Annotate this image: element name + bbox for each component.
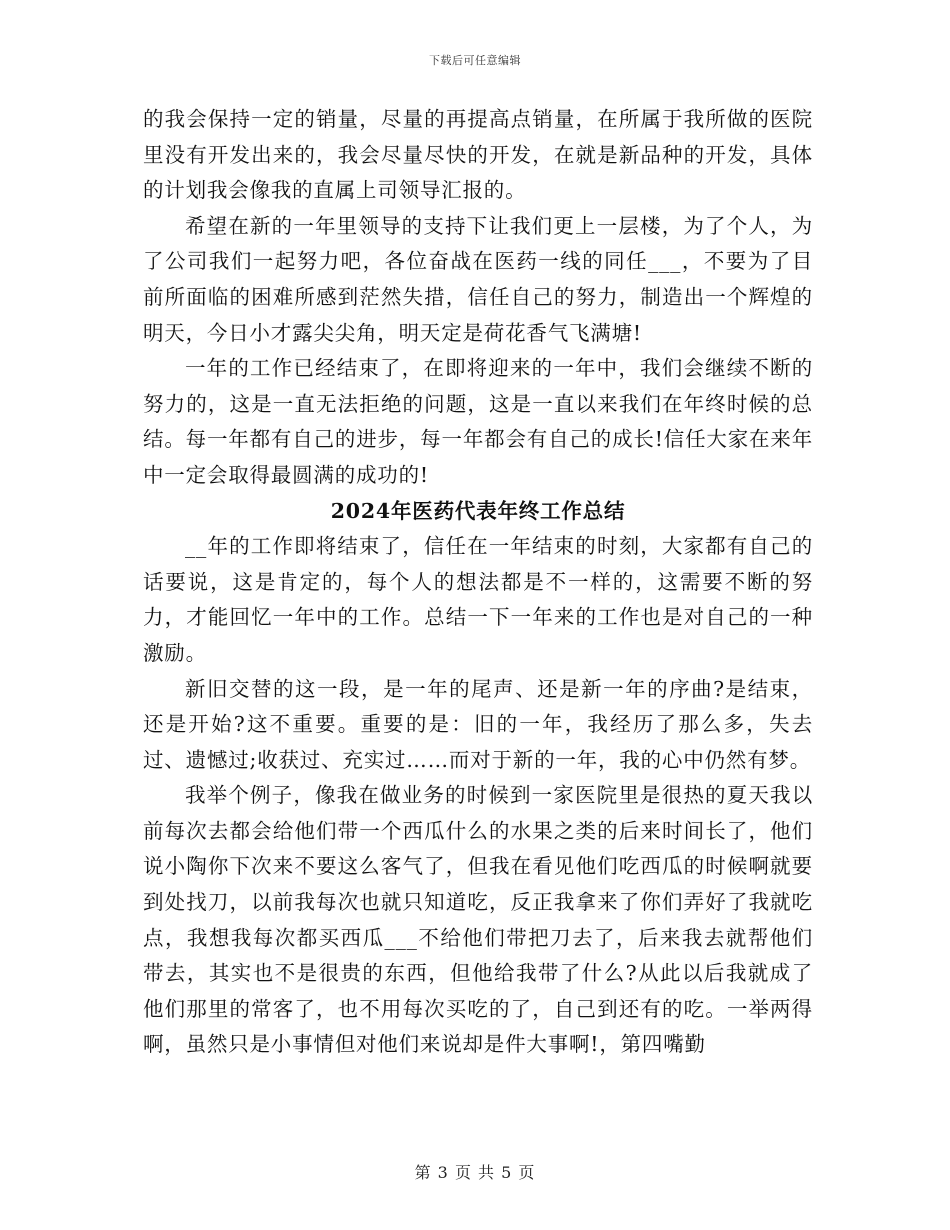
section-paragraph-1: __年的工作即将结束了，信任在一年结束的时刻，大家都有自己的话要说，这是肯定的，每个人的想法都是不一样的，这需要不断的努力，才能回忆一年中的工作。总结一下一年来的工作也是对自己的一种激励。: [143, 534, 813, 665]
page-number: 第 3 页 共 5 页: [414, 1163, 536, 1182]
section-paragraph-3: 我举个例子，像我在做业务的时候到一家医院里是很热的夏天我以前每次去都会给他们带一个西瓜什么的水果之类的后来时间长了，他们说小陶你下次来不要这么客气了，但我在看见他们吃西瓜的时候啊就要到处找刀，以前我每次也就只知道吃，反正我拿来了你们弄好了我就吃点，我想我每次都买西瓜___不给他们带把刀去了，后来我去就帮他们带去，其实也不是很贵的东西，但他给我带了什么?从此以后我就成了他们那里的常客了，也不用每次买吃的了，自己到还有的吃。一举两得啊，虽然只是小事情但对他们来说却是件大事啊!，第四嘴勤: [143, 783, 813, 1057]
document-body: [143, 102, 813, 1063]
paragraph-2: 希望在新的一年里领导的支持下让我们更上一层楼，为了个人，为了公司我们一起努力吧，各位奋战在医药一线的同任___，不要为了目前所面临的困难所感到茫然失措，信任自己的努力，制造出一个辉煌的明天，今日小才露尖尖角，明天定是荷花香气飞满塘!: [143, 213, 813, 345]
page-header-note: 下载后可任意编辑: [429, 54, 521, 67]
section-paragraph-2: 新旧交替的这一段，是一年的尾声、还是新一年的序曲?是结束，还是开始?这不重要。重要的是：旧的一年，我经历了那么多，失去过、遗憾过;收获过、充实过……而对于新的一年，我的心中仍然有梦。: [143, 676, 813, 772]
section-title: 2024年医药代表年终工作总结: [330, 498, 626, 523]
paragraph-3: 一年的工作已经结束了，在即将迎来的一年中，我们会继续不断的努力的，这是一直无法拒绝的问题，这是一直以来我们在年终时候的总结。每一年都有自己的进步，每一年都会有自己的成长!信任大家在来年中一定会取得最圆满的成功的!: [143, 356, 813, 487]
paragraph-1: 的我会保持一定的销量，尽量的再提高点销量，在所属于我所做的医院里没有开发出来的，我会尽量尽快的开发，在就是新品种的开发，具体的计划我会像我的直属上司领导汇报的。: [143, 107, 813, 203]
